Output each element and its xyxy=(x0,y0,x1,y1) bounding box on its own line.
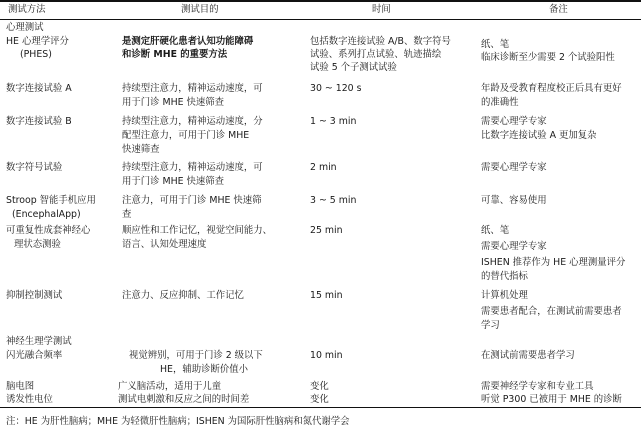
row-tmtb-notes-2: 比数字连接试验 A 更加复杂 xyxy=(481,130,597,141)
row-ep-method: 诱发性电位 xyxy=(6,394,53,405)
row-rbans-purpose-1: 顺应性和工作记忆，视觉空间能力、 xyxy=(122,225,273,236)
row-eeg-method: 脑电图 xyxy=(6,381,35,392)
row-ict-notes-3: 学习 xyxy=(481,320,500,331)
row-eeg-time: 变化 xyxy=(310,381,329,392)
row-rbans-notes-1: 纸、笔 xyxy=(481,225,510,236)
row-rbans-notes-4: 的替代指标 xyxy=(481,271,528,282)
row-cff-purpose-2: HE，辅助诊断价值小 xyxy=(160,364,248,375)
row-rbans-notes-3: ISHEN 推荐作为 HE 心理测量评分 xyxy=(481,257,626,268)
row-tmta-notes-2: 的准确性 xyxy=(481,97,519,108)
row-dst-method: 数字符号试验 xyxy=(6,162,63,173)
row-ep-notes-1: 听觉 P300 已被用于 MHE 的诊断 xyxy=(481,394,622,405)
row-stroop-purpose-1: 注意力，可用于门诊 MHE 快速筛 xyxy=(122,195,262,206)
row-phes-method-1: HE 心理学评分 xyxy=(6,36,69,47)
row-tmta-notes-1: 年龄及受教育程度校正后具有更好 xyxy=(481,83,622,94)
row-tmtb-purpose-1: 持续型注意力，精神运动速度，分 xyxy=(122,116,263,127)
header-purpose: 测试目的 xyxy=(181,4,219,15)
row-rbans-time: 25 min xyxy=(310,225,343,236)
row-cff-time: 10 min xyxy=(310,350,343,361)
section-title-psychological: 心理测试 xyxy=(6,22,44,33)
row-ep-purpose-1: 测试电刺激和反应之间的时间差 xyxy=(118,394,250,405)
row-tmtb-time: 1 ~ 3 min xyxy=(310,116,357,127)
section-title-neurophysiological: 神经生理学测试 xyxy=(6,336,72,347)
row-ict-purpose-1: 注意力、反应抑制、工作记忆 xyxy=(122,290,244,301)
row-ict-method: 抑制控制测试 xyxy=(6,290,63,301)
row-cff-notes-1: 在测试前需要患者学习 xyxy=(481,350,575,361)
row-cff-method: 闪光融合频率 xyxy=(6,350,63,361)
row-phes-purpose-2: 和诊断 MHE 的重要方法 xyxy=(122,49,228,60)
row-phes-notes-1: 纸、笔 xyxy=(481,39,510,50)
row-phes-purpose-1: 是测定肝硬化患者认知功能障碍 xyxy=(122,36,254,47)
row-tmta-purpose-1: 持续型注意力，精神运动速度，可 xyxy=(122,83,263,94)
row-phes-time-1: 包括数字连接试验 A/B、数字符号 xyxy=(310,36,451,47)
row-ict-time: 15 min xyxy=(310,290,343,301)
row-eeg-purpose-1: 广义脑活动，适用于儿童 xyxy=(118,381,222,392)
row-phes-time-2: 试验、系列打点试验、轨迹描绘 xyxy=(310,49,442,60)
row-tmta-purpose-2: 用于门诊 MHE 快速筛查 xyxy=(122,97,225,108)
row-stroop-method-1: Stroop 智能手机应用 xyxy=(6,195,96,206)
row-rbans-method-1: 可重复性成套神经心 xyxy=(6,225,91,236)
row-tmta-method: 数字连接试验 A xyxy=(6,83,72,94)
row-phes-notes-2: 临床诊断至少需要 2 个试验阳性 xyxy=(481,52,615,63)
row-ict-notes-2: 需要患者配合，在测试前需要患者 xyxy=(481,306,622,317)
row-eeg-notes-1: 需要神经学专家和专业工具 xyxy=(481,381,594,392)
row-dst-purpose-2: 用于门诊 MHE 快速筛查 xyxy=(122,176,225,187)
table-header-rule xyxy=(0,19,641,20)
table-footnote: 注：HE 为肝性脑病；MHE 为轻微肝性脑病；ISHEN 为国际肝性脑病和氮代谢学会 xyxy=(6,416,350,427)
row-dst-purpose-1: 持续型注意力，精神运动速度，可 xyxy=(122,162,263,173)
row-tmtb-purpose-3: 快速筛查 xyxy=(122,144,160,155)
row-stroop-notes-1: 可靠、容易使用 xyxy=(481,195,547,206)
header-method: 测试方法 xyxy=(8,4,46,15)
row-tmtb-notes-1: 需要心理学专家 xyxy=(481,116,547,127)
row-stroop-time: 3 ~ 5 min xyxy=(310,195,357,206)
header-notes: 备注 xyxy=(549,4,568,15)
row-rbans-method-2: 理状态测验 xyxy=(14,239,61,250)
table-top-rule xyxy=(0,0,641,2)
row-stroop-method-2: (EncephalApp) xyxy=(12,209,81,220)
row-cff-purpose-1: 视觉辨别，可用于门诊 2 级以下 xyxy=(129,350,263,361)
row-ep-time: 变化 xyxy=(310,394,329,405)
row-rbans-notes-2: 需要心理学专家 xyxy=(481,241,547,252)
row-tmtb-method: 数字连接试验 B xyxy=(6,116,72,127)
row-ict-notes-1: 计算机处理 xyxy=(481,290,528,301)
row-stroop-purpose-2: 查 xyxy=(122,209,132,220)
row-tmtb-purpose-2: 配型注意力，可用于门诊 MHE xyxy=(122,130,250,141)
row-phes-time-3: 试验 5 个子测试试验 xyxy=(310,62,397,73)
row-dst-time: 2 min xyxy=(310,162,337,173)
table-bottom-rule xyxy=(0,407,641,408)
row-rbans-purpose-2: 语言、认知处理速度 xyxy=(122,239,207,250)
row-phes-method-2: (PHES) xyxy=(20,49,52,60)
row-dst-notes-1: 需要心理学专家 xyxy=(481,162,547,173)
header-time: 时间 xyxy=(372,4,391,15)
row-tmta-time: 30 ~ 120 s xyxy=(310,83,362,94)
